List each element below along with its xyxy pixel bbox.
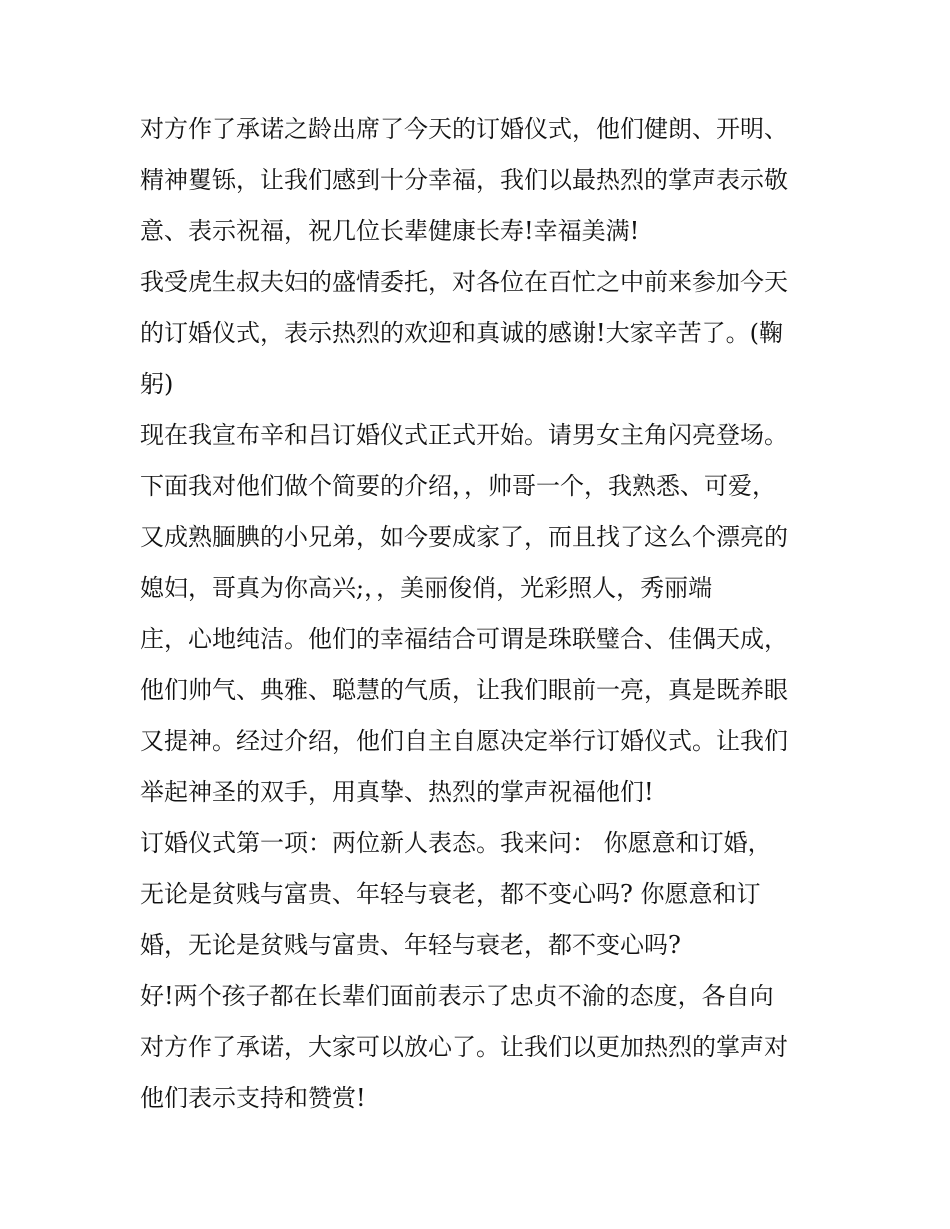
text-line: 庄，心地纯洁。他们的幸福结合可谓是珠联璧合、佳偶天成，	[140, 625, 788, 653]
text-line: 举起神圣的双手，用真挚、热烈的掌声祝福他们!	[140, 778, 654, 806]
text-line: 现在我宣布辛和吕订婚仪式正式开始。请男女主角闪亮登场。	[140, 421, 788, 449]
text-line: 订婚仪式第一项：两位新人表态。我来问： 你愿意和订婚，	[140, 829, 772, 857]
text-line: 他们表示支持和赞赏!	[140, 1084, 366, 1112]
text-line: 对方作了承诺，大家可以放心了。让我们以更加热烈的掌声对	[140, 1033, 788, 1061]
text-line: 精神矍铄，让我们感到十分幸福，我们以最热烈的掌声表示敬	[140, 166, 788, 194]
text-line: 下面我对他们做个简要的介绍，，帅哥一个，我熟悉、可爱，	[140, 472, 776, 500]
text-line: 媳妇，哥真为你高兴;，，美丽俊俏，光彩照人，秀丽端	[140, 574, 713, 602]
text-line: 又提神。经过介绍，他们自主自愿决定举行订婚仪式。让我们	[140, 727, 788, 755]
text-line: 无论是贫贱与富贵、年轻与衰老，都不变心吗? 你愿意和订	[140, 880, 761, 908]
text-line: 婚，无论是贫贱与富贵、年轻与衰老，都不变心吗?	[140, 931, 681, 959]
text-line: 躬)	[140, 370, 174, 398]
text-line: 他们帅气、典雅、聪慧的气质，让我们眼前一亮，真是既养眼	[140, 676, 788, 704]
document-body	[140, 104, 820, 1124]
text-line: 又成熟腼腆的小兄弟，如今要成家了，而且找了这么个漂亮的	[140, 523, 788, 551]
text-line: 我受虎生叔夫妇的盛情委托，对各位在百忙之中前来参加今天	[140, 268, 788, 296]
text-line: 的订婚仪式，表示热烈的欢迎和真诚的感谢!大家辛苦了。(鞠	[140, 319, 784, 347]
text-line: 对方作了承诺之龄出席了今天的订婚仪式，他们健朗、开明、	[140, 115, 788, 143]
text-line: 好!两个孩子都在长辈们面前表示了忠贞不渝的态度，各自向	[140, 982, 774, 1010]
text-line: 意、表示祝福，祝几位长辈健康长寿!幸福美满!	[140, 217, 640, 245]
